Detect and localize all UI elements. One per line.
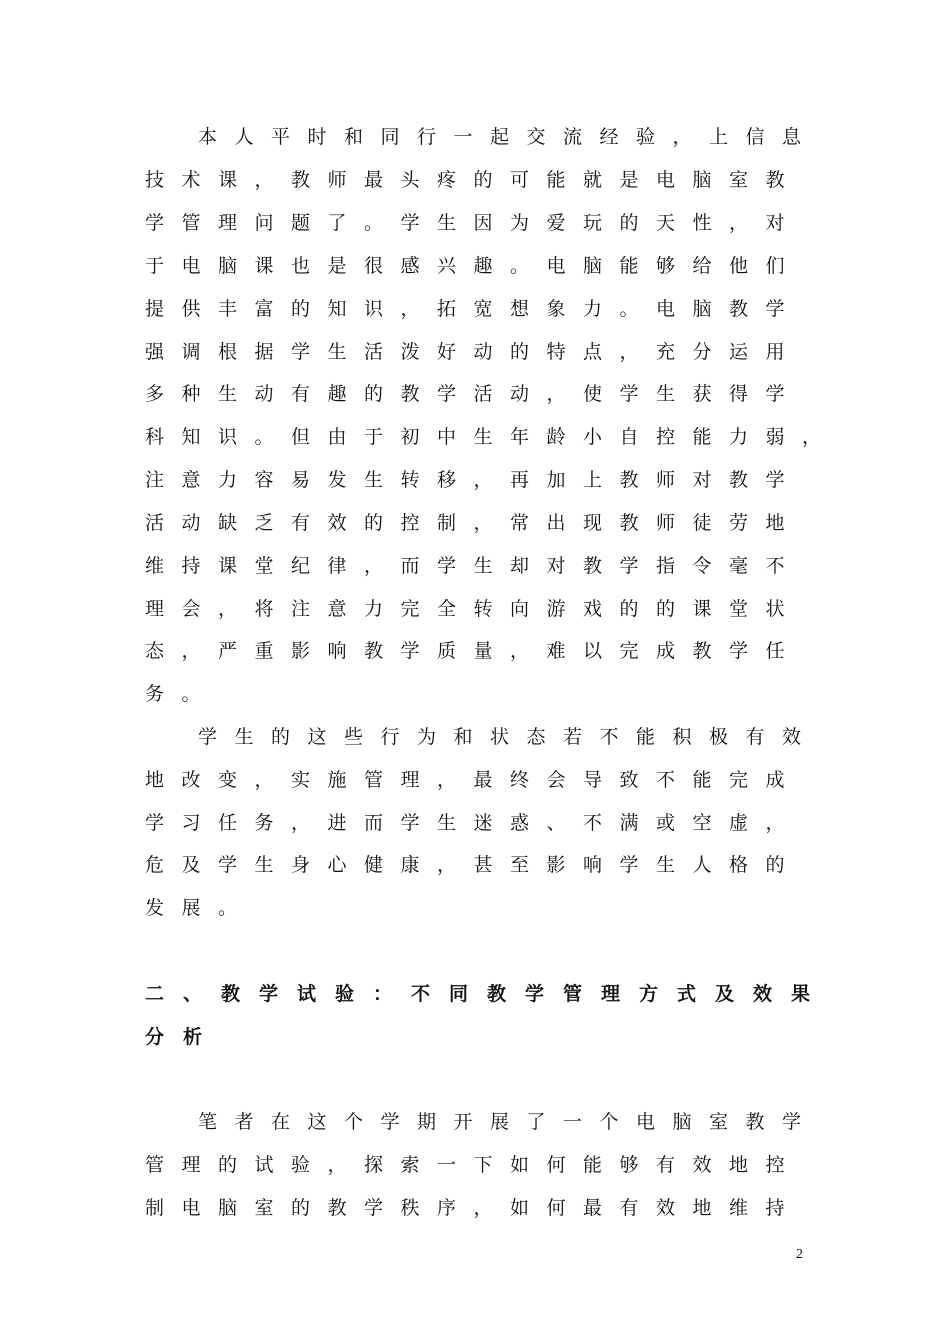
paragraph-2-line-1: 学生的这些行为和状态若不能积极有效	[198, 726, 819, 748]
paragraph-1-line-2: 技术课，教师最头疼的可能就是电脑室教	[145, 169, 803, 191]
section-heading-line-1: 二、教学试验：不同教学管理方式及效果	[145, 983, 830, 1005]
paragraph-1-line-5: 提供丰富的知识，拓宽想象力。电脑教学	[145, 298, 803, 320]
paragraph-1-line-6: 强调根据学生活泼好动的特点，充分运用	[145, 341, 803, 363]
paragraph-1-line-14: 务。	[145, 683, 219, 705]
paragraph-1-line-13: 态，严重影响教学质量，难以完成教学任	[145, 640, 803, 662]
section-heading-line-2: 分析	[145, 1026, 222, 1048]
paragraph-3-line-1: 笔者在这个学期开展了一个电脑室教学	[198, 1111, 819, 1133]
paragraph-1-line-7: 多种生动有趣的教学活动，使学生获得学	[145, 383, 803, 405]
paragraph-2-line-4: 危及学生身心健康，甚至影响学生人格的	[145, 854, 803, 876]
paragraph-2-line-3: 学习任务，进而学生迷惑、不满或空虚，	[145, 812, 803, 834]
paragraph-1-line-9: 注意力容易发生转移，再加上教师对教学	[145, 469, 803, 491]
paragraph-3-line-3: 制电脑室的教学秩序，如何最有效地维持	[145, 1197, 803, 1219]
paragraph-1-line-1: 本人平时和同行一起交流经验，上信息	[198, 126, 819, 148]
paragraph-1-line-12: 理会，将注意力完全转向游戏的的课堂状	[145, 598, 803, 620]
paragraph-1-line-3: 学管理问题了。学生因为爱玩的天性，对	[145, 212, 803, 234]
paragraph-1-line-8: 科知识。但由于初中生年龄小自控能力弱，	[145, 426, 839, 448]
paragraph-1-line-11: 维持课堂纪律，而学生却对教学指令毫不	[145, 555, 803, 577]
paragraph-2-line-2: 地改变，实施管理，最终会导致不能完成	[145, 769, 803, 791]
paragraph-2-line-5: 发展。	[145, 897, 255, 919]
page-number: 2	[796, 1247, 803, 1262]
paragraph-3-line-2: 管理的试验，探索一下如何能够有效地控	[145, 1154, 803, 1176]
paragraph-1-line-4: 于电脑课也是很感兴趣。电脑能够给他们	[145, 255, 803, 277]
paragraph-1-line-10: 活动缺乏有效的控制，常出现教师徒劳地	[145, 512, 803, 534]
